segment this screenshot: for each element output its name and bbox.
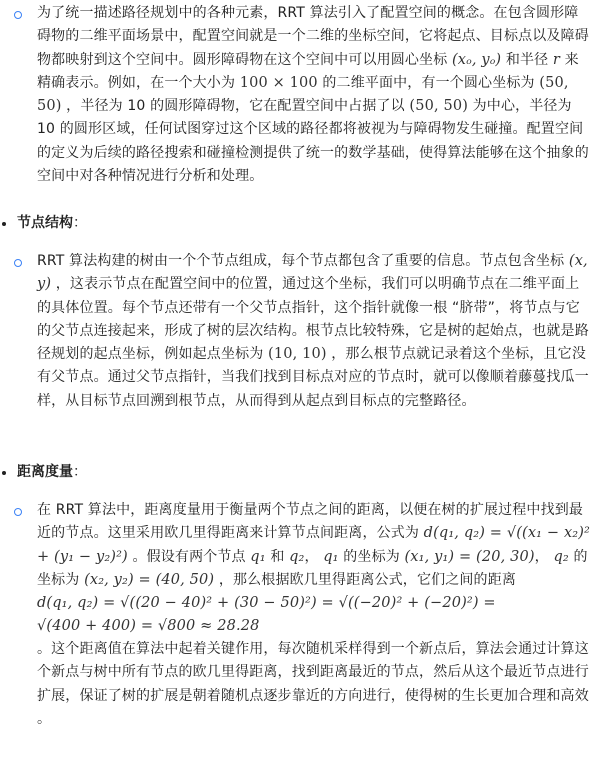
list-bullet-icon — [2, 222, 6, 226]
math-center-value-2: (50, 50) — [409, 98, 469, 115]
text-config-tail: 为中心，半径为 10 的圆形区域，任何试图穿过这个区域的路径都将被视为与障碍物发生碰撞。配置空间的定义为后续的路径搜索和碰撞检测提供了统一的数学基础，使得算法能够在这个抽象的空间中对各种情况进行分析和处理。 — [37, 98, 589, 185]
math-q2-coordinates: (x₂, y₂) = (40, 50) — [84, 571, 215, 588]
math-start-coord: (10, 10) — [268, 346, 327, 363]
heading-colon: ： — [73, 215, 87, 231]
node-structure-title: 节点结构 — [17, 215, 73, 231]
math-q1-coordinates: (x₁, y₁) = (20, 30) — [404, 548, 535, 565]
text-and: 和 — [270, 548, 285, 565]
text-comma: ， — [304, 548, 319, 565]
distance-tail-text: 。这个距离值在算法中起着关键作用，每次随机采样得到一个新点后，算法会通过计算这个新点与树中所有节点的欧几里得距离，找到距离最近的节点，然后从这个最近节点进行扩展，保证了树的扩展是朝着随机点逐步靠近的方向进行，使得树的生长更加合理和高效 。 — [37, 641, 589, 728]
math-q1: q₁ — [250, 548, 266, 565]
list-bullet-icon — [2, 471, 6, 475]
math-center-value: (50, 50) — [37, 74, 569, 115]
math-q1-again: q₁ — [323, 548, 339, 565]
math-radius: r — [552, 51, 561, 68]
config-space-paragraph — [37, 2, 590, 188]
node-structure-paragraph — [37, 250, 590, 413]
text-then: ，那么根据欧几里得距离公式，它们之间的距离 — [218, 571, 517, 588]
sub-bullet-icon — [14, 11, 22, 19]
node-tail-text: ，那么根节点就记录着这个坐标，且它没有父节点。通过父节点指针，当我们找到目标点对应的节点时，就可以像顺着藤蔓找瓜一样，从目标节点回溯到根节点，从而得到从起点到目标点的完整路径。 — [37, 346, 589, 409]
text-coord-is-2: 的坐标为 — [37, 548, 588, 588]
distance-metric-title: 距离度量 — [17, 464, 73, 480]
heading-colon: ： — [73, 464, 87, 480]
math-node-coord: (x, y) — [37, 253, 588, 293]
sub-bullet-icon — [14, 259, 22, 267]
text-assume: 。假设有两个节点 — [132, 548, 246, 565]
distance-metric-heading — [17, 461, 87, 483]
node-intro-text: RRT 算法构建的树由一个个节点组成，每个节点都包含了重要的信息。节点包含坐标 — [37, 253, 565, 269]
math-plane-size: 100 × 100 — [239, 74, 318, 91]
math-q2: q₂ — [289, 548, 305, 565]
sub-bullet-icon — [14, 508, 22, 516]
text-after-size: 的二维平面中，有一个圆心坐标为 — [322, 74, 535, 91]
node-structure-heading — [17, 212, 87, 234]
math-q2-again: q₂ — [553, 548, 569, 565]
math-obstacle-center: (xₒ, yₒ) — [451, 51, 502, 68]
distance-intro-text: 在 RRT 算法中，距离度量用于衡量两个节点之间的距离，以便在树的扩展过程中找到最近的节点。这里采用欧几里得距离来计算节点间距离，公式为 — [37, 502, 584, 542]
math-euclidean-formula: d(q₁, q₂) = √((x₁ − x₂)² + (y₁ − y₂)²) — [37, 525, 591, 565]
text-after-radius: 来精确表示。例如，在一个大小为 — [37, 51, 579, 91]
node-mid-text: ，这表示节点在配置空间中的位置，通过这个坐标，我们可以明确节点在二维平面上的具体位置。每个节点还带有一个父节点指针，这个指针就像一根 “脐带”，将节点与它的父节点连接起来，形成了树的层次结构。根节点比较特殊，它是树的起始点，也就是路径规划的起点坐标，例如起点坐标为 — [37, 276, 589, 363]
text-coord-is: 的坐标为 — [343, 548, 400, 565]
config-space-text: 为了统一描述路径规划中的各种元素，RRT 算法引入了配置空间的概念。在包含圆形障碍物的二维平面场景中，配置空间就是一个二维的坐标空间，它将起点、目标点以及障碍物都映射到这个空间中。圆形障碍物在这个空间中可以用圆心坐标 — [37, 5, 589, 68]
text-radius-value: ，半径为 10 的圆形障碍物，它在配置空间中占据了以 — [66, 98, 405, 115]
text-separator: ， — [534, 548, 549, 565]
text-and-radius: 和半径 — [505, 51, 549, 68]
distance-metric-paragraph — [37, 499, 590, 731]
math-calculation-line-1: d(q₁, q₂) = √((20 − 40)² + (30 − 50)²) = √((−20)² + (−20)²) = — [37, 595, 496, 612]
math-calculation-line-2: √(400 + 400) = √800 ≈ 28.28 — [37, 618, 260, 635]
